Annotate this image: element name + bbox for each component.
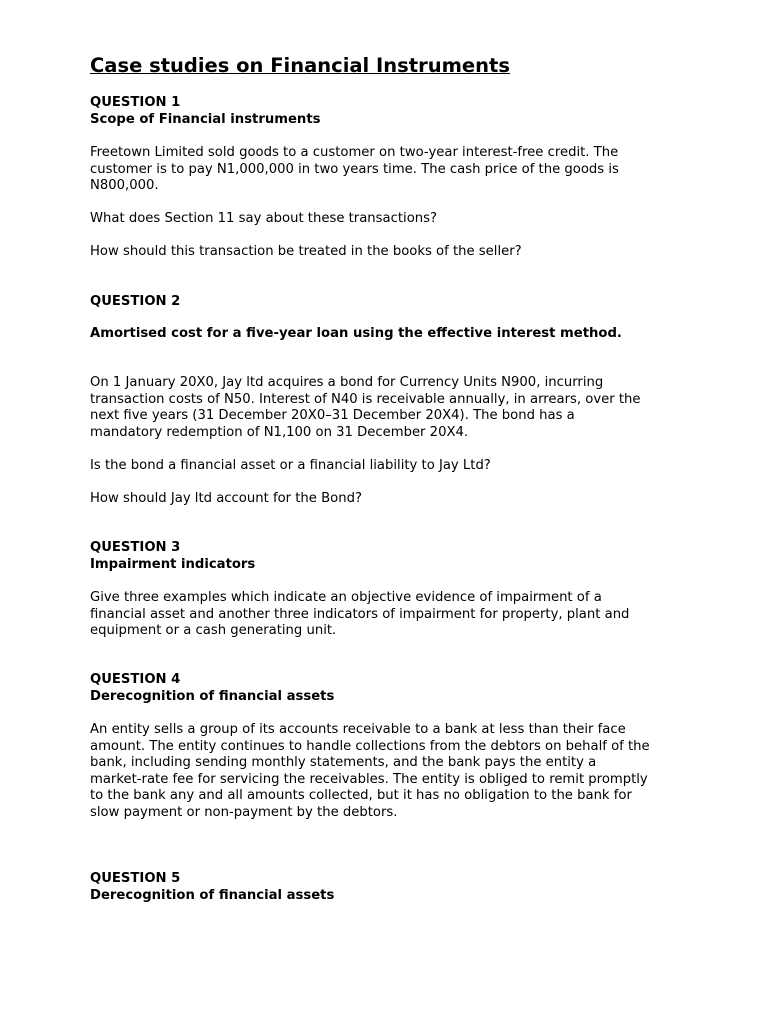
question-5-header: [90, 871, 690, 904]
paragraph-line: How should Jay ltd account for the Bond?: [90, 491, 362, 506]
question-2-prompt-2: [90, 491, 690, 508]
heading-text: QUESTION 2: [90, 294, 181, 309]
paragraph-line: market-rate fee for servicing the receivables. The entity is obliged to remit promptly: [90, 771, 648, 787]
question-2-topic: [90, 326, 690, 343]
paragraph-line: N800,000.: [90, 178, 159, 193]
paragraph-line: An entity sells a group of its accounts receivable to a bank at less than their face: [90, 722, 626, 737]
paragraph-line: Is the bond a financial asset or a financial liability to Jay Ltd?: [90, 458, 491, 473]
question-2-prompt-1: [90, 458, 690, 475]
question-2-paragraph: [90, 375, 690, 441]
paragraph-line: slow payment or non-payment by the debtors.: [90, 804, 398, 820]
question-5-heading: QUESTION 5: [90, 871, 181, 886]
paragraph-line: Freetown Limited sold goods to a customer on two-year interest-free credit. The: [90, 145, 619, 160]
question-1-header: [90, 95, 690, 128]
topic-text: Amortised cost for a five-year loan using the effective interest method.: [90, 326, 622, 341]
question-5-topic: Derecognition of financial assets: [90, 887, 335, 903]
document-title: Case studies on Financial Instruments: [90, 54, 510, 77]
paragraph-line: next five years (31 December 20X0–31 December 20X4). The bond has a: [90, 408, 575, 423]
paragraph-line: What does Section 11 say about these transactions?: [90, 211, 437, 226]
question-4-topic: Derecognition of financial assets: [90, 688, 335, 704]
question-4-header: [90, 672, 690, 705]
question-3-heading: QUESTION 3: [90, 540, 181, 555]
question-2-heading: [90, 294, 690, 311]
question-4-paragraph: [90, 722, 690, 821]
paragraph-line: to the bank any and all amounts collected, but it has no obligation to the bank for: [90, 788, 632, 803]
question-1-prompt-2: [90, 244, 690, 261]
paragraph-line: How should this transaction be treated in the books of the seller?: [90, 244, 522, 259]
question-3-topic: Impairment indicators: [90, 556, 256, 572]
question-1-topic: Scope of Financial instruments: [90, 111, 321, 127]
paragraph-line: customer is to pay N1,000,000 in two years time. The cash price of the goods is: [90, 161, 619, 177]
paragraph-line: bank, including sending monthly statements, and the bank pays the entity a: [90, 755, 597, 770]
question-3-paragraph: [90, 590, 690, 640]
paragraph-line: transaction costs of N50. Interest of N40 is receivable annually, in arrears, over the: [90, 391, 641, 407]
question-1-paragraph: [90, 145, 690, 195]
paragraph-line: financial asset and another three indicators of impairment for property, plant and: [90, 606, 630, 622]
paragraph-line: On 1 January 20X0, Jay ltd acquires a bond for Currency Units N900, incurring: [90, 375, 604, 390]
question-3-header: [90, 540, 690, 573]
paragraph-line: equipment or a cash generating unit.: [90, 623, 337, 638]
paragraph-line: mandatory redemption of N1,100 on 31 December 20X4.: [90, 424, 469, 440]
question-1-prompt-1: [90, 211, 690, 228]
paragraph-line: amount. The entity continues to handle collections from the debtors on behalf of the: [90, 738, 650, 754]
paragraph-line: Give three examples which indicate an objective evidence of impairment of a: [90, 590, 602, 605]
question-4-heading: QUESTION 4: [90, 672, 181, 687]
question-1-heading: QUESTION 1: [90, 95, 181, 110]
